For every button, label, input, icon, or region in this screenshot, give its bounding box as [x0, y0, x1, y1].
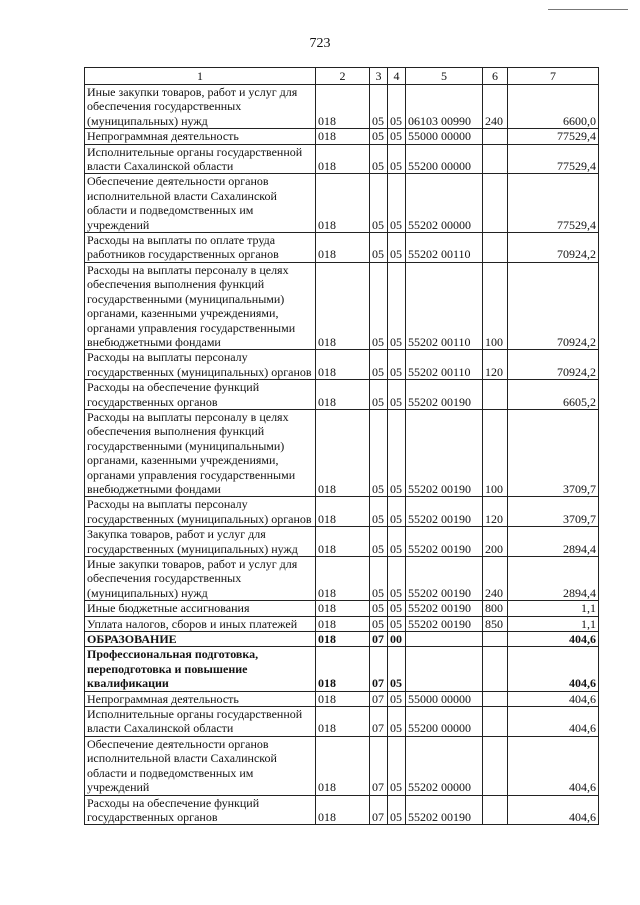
target-article-cell: 55202 00000 — [406, 736, 483, 795]
subsection-code-cell: 05 — [388, 795, 406, 825]
amount-cell: 2894,4 — [508, 527, 599, 557]
subsection-code-cell: 05 — [388, 85, 406, 129]
amount-cell: 1,1 — [508, 601, 599, 616]
row-name-cell: Непрограммная деятельность — [85, 129, 316, 144]
row-name-cell: Исполнительные органы государственной власти Сахалинской области — [85, 707, 316, 737]
ved-code-cell: 018 — [316, 707, 370, 737]
row-name-cell: Расходы на выплаты по оплате труда работников государственных органов — [85, 233, 316, 263]
expense-type-cell — [483, 795, 508, 825]
header-cell: 7 — [508, 68, 599, 85]
section-code-cell: 07 — [370, 707, 388, 737]
table-row — [85, 691, 599, 706]
amount-cell: 3709,7 — [508, 497, 599, 527]
table-row — [85, 262, 599, 349]
section-code-cell: 05 — [370, 527, 388, 557]
section-code-cell: 05 — [370, 497, 388, 527]
section-code-cell: 05 — [370, 409, 388, 496]
table-row — [85, 174, 599, 233]
ved-code-cell: 018 — [316, 691, 370, 706]
section-code-cell: 05 — [370, 616, 388, 631]
ved-code-cell: 018 — [316, 233, 370, 263]
row-name-cell: Расходы на выплаты персоналу в целях обеспечения выполнения функций государственными (муниципальными) органами, казенными учреждениями, органами управления государственными внебюджетными фондами — [85, 409, 316, 496]
row-name-cell: Закупка товаров, работ и услуг для государственных (муниципальных) нужд — [85, 527, 316, 557]
table-row — [85, 795, 599, 825]
subsection-code-cell: 05 — [388, 497, 406, 527]
amount-cell: 70924,2 — [508, 233, 599, 263]
expense-type-cell — [483, 233, 508, 263]
header-cell: 2 — [316, 68, 370, 85]
expense-type-cell — [483, 736, 508, 795]
amount-cell: 2894,4 — [508, 557, 599, 601]
amount-cell: 77529,4 — [508, 174, 599, 233]
row-name-cell: Расходы на выплаты персоналу в целях обеспечения выполнения функций государственными (муниципальными) органами, казенными учреждениями, органами управления государственными внебюджетными фондами — [85, 262, 316, 349]
target-article-cell — [406, 632, 483, 647]
row-name-cell: Расходы на выплаты персоналу государственных (муниципальных) органов — [85, 497, 316, 527]
section-code-cell: 05 — [370, 601, 388, 616]
subsection-code-cell: 05 — [388, 262, 406, 349]
subsection-code-cell: 05 — [388, 527, 406, 557]
budget-table — [84, 67, 599, 825]
header-cell: 1 — [85, 68, 316, 85]
amount-cell: 77529,4 — [508, 129, 599, 144]
table-header-row — [85, 68, 599, 85]
expense-type-cell: 120 — [483, 497, 508, 527]
header-cell: 4 — [388, 68, 406, 85]
target-article-cell: 55000 00000 — [406, 691, 483, 706]
amount-cell: 404,6 — [508, 736, 599, 795]
expense-type-cell — [483, 647, 508, 691]
ved-code-cell: 018 — [316, 409, 370, 496]
subsection-code-cell: 05 — [388, 350, 406, 380]
row-name-cell: Уплата налогов, сборов и иных платежей — [85, 616, 316, 631]
table-row — [85, 527, 599, 557]
page-number: 723 — [309, 36, 331, 51]
table-row — [85, 736, 599, 795]
header-cell: 6 — [483, 68, 508, 85]
subsection-code-cell: 05 — [388, 601, 406, 616]
target-article-cell: 55202 00190 — [406, 616, 483, 631]
subsection-code-cell: 05 — [388, 691, 406, 706]
target-article-cell: 06103 00990 — [406, 85, 483, 129]
row-name-cell: Иные бюджетные ассигнования — [85, 601, 316, 616]
section-code-cell: 05 — [370, 557, 388, 601]
row-name-cell: Обеспечение деятельности органов исполнительной власти Сахалинской области и подведомственных им учреждений — [85, 736, 316, 795]
row-name-cell: Иные закупки товаров, работ и услуг для обеспечения государственных (муниципальных) нужд — [85, 85, 316, 129]
header-cell: 3 — [370, 68, 388, 85]
ved-code-cell: 018 — [316, 616, 370, 631]
table-row — [85, 497, 599, 527]
expense-type-cell: 100 — [483, 409, 508, 496]
row-name-cell: Непрограммная деятельность — [85, 691, 316, 706]
subsection-code-cell: 05 — [388, 647, 406, 691]
row-name-cell: Профессиональная подготовка, переподготовка и повышение квалификации — [85, 647, 316, 691]
section-code-cell: 07 — [370, 632, 388, 647]
expense-type-cell — [483, 174, 508, 233]
target-article-cell: 55202 00190 — [406, 601, 483, 616]
table-row — [85, 632, 599, 647]
table-row — [85, 129, 599, 144]
target-article-cell: 55000 00000 — [406, 129, 483, 144]
table-body — [85, 85, 599, 825]
section-code-cell: 05 — [370, 85, 388, 129]
ved-code-cell: 018 — [316, 632, 370, 647]
expense-type-cell: 240 — [483, 85, 508, 129]
row-name-cell: Расходы на обеспечение функций государственных органов — [85, 795, 316, 825]
subsection-code-cell: 05 — [388, 380, 406, 410]
expense-type-cell — [483, 632, 508, 647]
table-row — [85, 601, 599, 616]
ved-code-cell: 018 — [316, 350, 370, 380]
scan-edge-line — [548, 9, 628, 10]
section-code-cell: 05 — [370, 233, 388, 263]
amount-cell: 70924,2 — [508, 262, 599, 349]
table-row — [85, 233, 599, 263]
target-article-cell: 55202 00190 — [406, 380, 483, 410]
ved-code-cell: 018 — [316, 262, 370, 349]
target-article-cell: 55202 00190 — [406, 497, 483, 527]
target-article-cell: 55202 00110 — [406, 233, 483, 263]
row-name-cell: Обеспечение деятельности органов исполнительной власти Сахалинской области и подведомственных им учреждений — [85, 174, 316, 233]
subsection-code-cell: 05 — [388, 233, 406, 263]
table-row — [85, 380, 599, 410]
section-code-cell: 05 — [370, 350, 388, 380]
section-code-cell: 07 — [370, 691, 388, 706]
ved-code-cell: 018 — [316, 144, 370, 174]
amount-cell: 70924,2 — [508, 350, 599, 380]
table-row — [85, 647, 599, 691]
table-row — [85, 557, 599, 601]
expense-type-cell: 100 — [483, 262, 508, 349]
ved-code-cell: 018 — [316, 85, 370, 129]
amount-cell: 404,6 — [508, 795, 599, 825]
row-name-cell: Расходы на обеспечение функций государственных органов — [85, 380, 316, 410]
target-article-cell: 55202 00190 — [406, 557, 483, 601]
ved-code-cell: 018 — [316, 174, 370, 233]
target-article-cell: 55202 00110 — [406, 350, 483, 380]
header-cell: 5 — [406, 68, 483, 85]
target-article-cell: 55202 00190 — [406, 795, 483, 825]
target-article-cell: 55202 00000 — [406, 174, 483, 233]
expense-type-cell: 120 — [483, 350, 508, 380]
table-row — [85, 144, 599, 174]
ved-code-cell: 018 — [316, 380, 370, 410]
table-row — [85, 616, 599, 631]
ved-code-cell: 018 — [316, 795, 370, 825]
ved-code-cell: 018 — [316, 647, 370, 691]
amount-cell: 404,6 — [508, 707, 599, 737]
subsection-code-cell: 05 — [388, 557, 406, 601]
section-code-cell: 07 — [370, 795, 388, 825]
expense-type-cell: 800 — [483, 601, 508, 616]
subsection-code-cell: 05 — [388, 129, 406, 144]
table-row — [85, 85, 599, 129]
target-article-cell: 55202 00190 — [406, 409, 483, 496]
target-article-cell: 55200 00000 — [406, 707, 483, 737]
amount-cell: 404,6 — [508, 647, 599, 691]
subsection-code-cell: 00 — [388, 632, 406, 647]
ved-code-cell: 018 — [316, 601, 370, 616]
subsection-code-cell: 05 — [388, 736, 406, 795]
expense-type-cell: 850 — [483, 616, 508, 631]
section-code-cell: 05 — [370, 144, 388, 174]
ved-code-cell: 018 — [316, 557, 370, 601]
table-row — [85, 707, 599, 737]
amount-cell: 404,6 — [508, 691, 599, 706]
target-article-cell: 55202 00110 — [406, 262, 483, 349]
expense-type-cell: 200 — [483, 527, 508, 557]
expense-type-cell — [483, 144, 508, 174]
ved-code-cell: 018 — [316, 497, 370, 527]
expense-type-cell — [483, 380, 508, 410]
amount-cell: 404,6 — [508, 632, 599, 647]
subsection-code-cell: 05 — [388, 174, 406, 233]
amount-cell: 6605,2 — [508, 380, 599, 410]
target-article-cell — [406, 647, 483, 691]
target-article-cell: 55202 00190 — [406, 527, 483, 557]
section-code-cell: 05 — [370, 262, 388, 349]
section-code-cell: 07 — [370, 647, 388, 691]
ved-code-cell: 018 — [316, 527, 370, 557]
section-code-cell: 05 — [370, 129, 388, 144]
expense-type-cell — [483, 707, 508, 737]
row-name-cell: Расходы на выплаты персоналу государственных (муниципальных) органов — [85, 350, 316, 380]
section-code-cell: 05 — [370, 380, 388, 410]
row-name-cell: ОБРАЗОВАНИЕ — [85, 632, 316, 647]
subsection-code-cell: 05 — [388, 144, 406, 174]
ved-code-cell: 018 — [316, 736, 370, 795]
subsection-code-cell: 05 — [388, 616, 406, 631]
table-row — [85, 409, 599, 496]
expense-type-cell — [483, 691, 508, 706]
expense-type-cell — [483, 129, 508, 144]
amount-cell: 3709,7 — [508, 409, 599, 496]
target-article-cell: 55200 00000 — [406, 144, 483, 174]
amount-cell: 1,1 — [508, 616, 599, 631]
row-name-cell: Исполнительные органы государственной власти Сахалинской области — [85, 144, 316, 174]
row-name-cell: Иные закупки товаров, работ и услуг для обеспечения государственных (муниципальных) нужд — [85, 557, 316, 601]
expense-type-cell: 240 — [483, 557, 508, 601]
ved-code-cell: 018 — [316, 129, 370, 144]
subsection-code-cell: 05 — [388, 409, 406, 496]
amount-cell: 77529,4 — [508, 144, 599, 174]
section-code-cell: 07 — [370, 736, 388, 795]
section-code-cell: 05 — [370, 174, 388, 233]
amount-cell: 6600,0 — [508, 85, 599, 129]
subsection-code-cell: 05 — [388, 707, 406, 737]
table-row — [85, 350, 599, 380]
